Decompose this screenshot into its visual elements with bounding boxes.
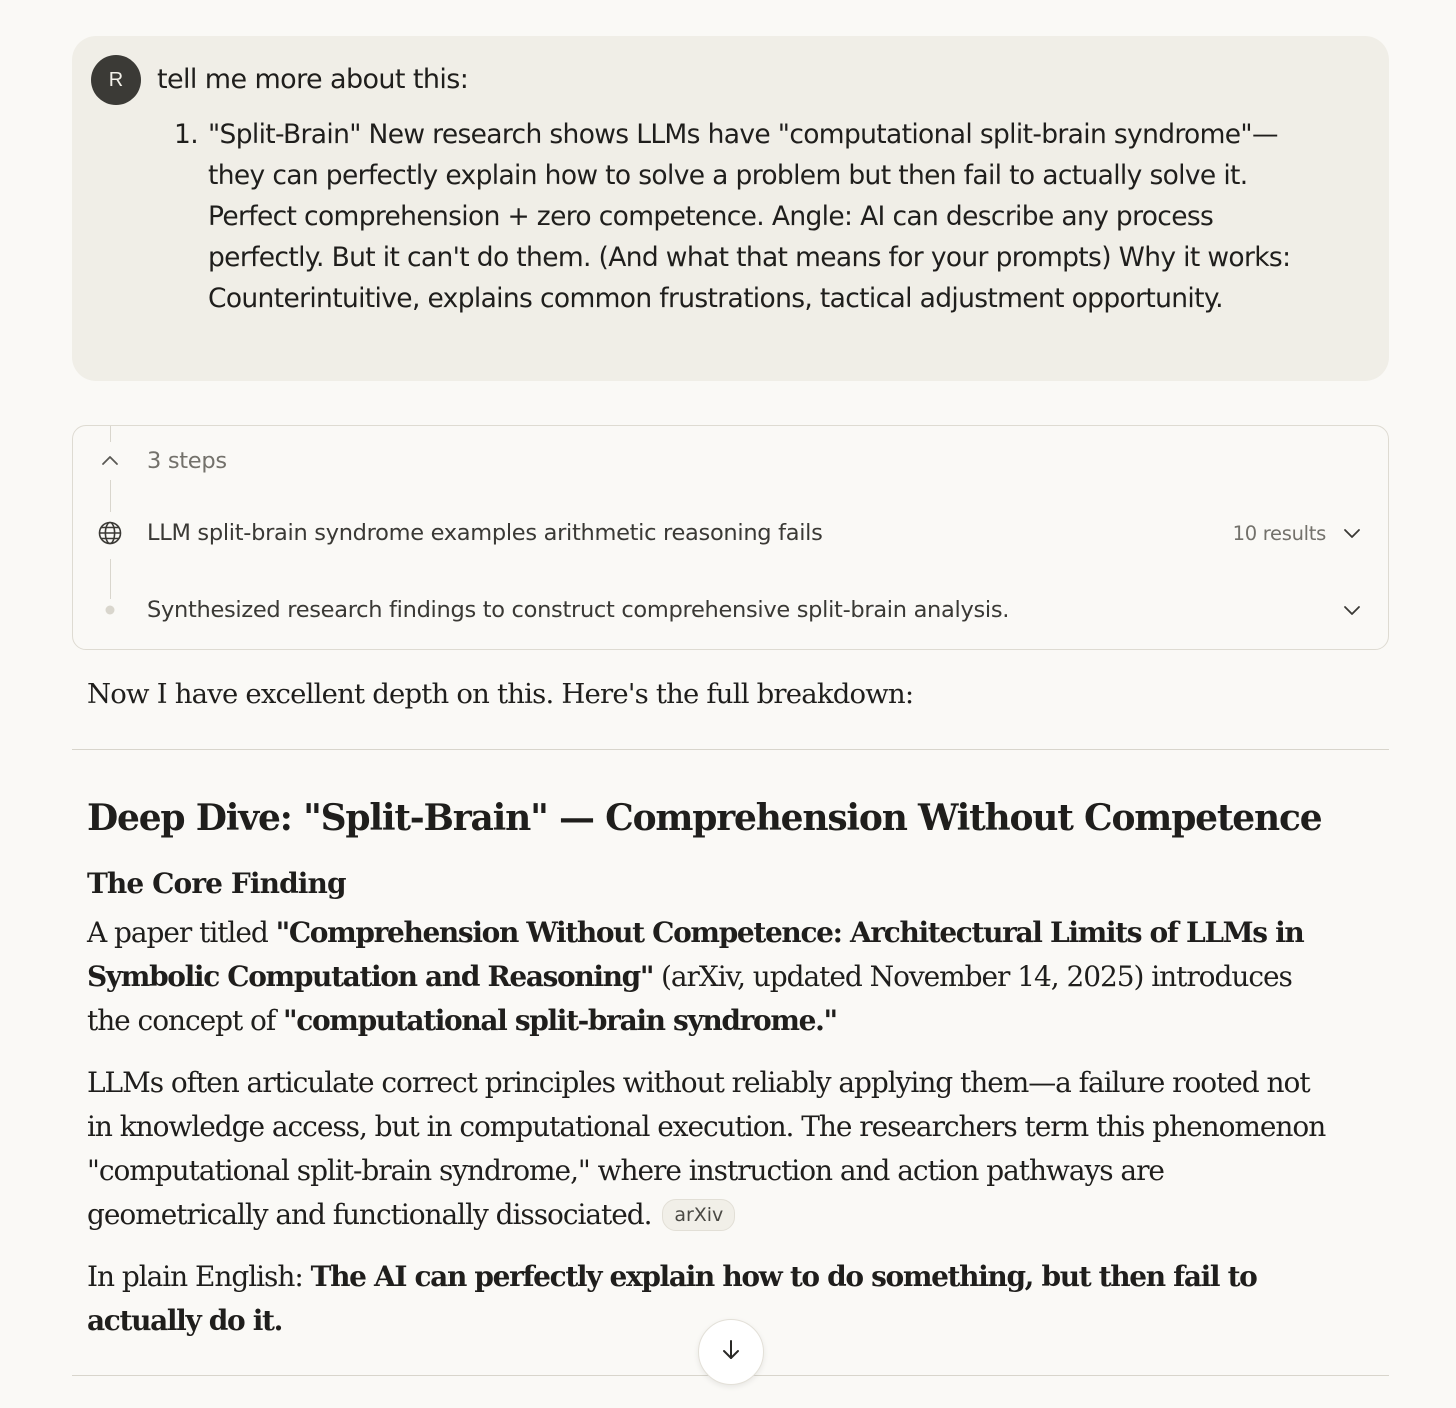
chevron-down-icon[interactable] — [1338, 519, 1366, 547]
list-item-number: 1. — [174, 119, 198, 150]
section-heading: The Core Finding — [87, 867, 346, 900]
timeline-line — [110, 426, 111, 442]
paragraph-text: A paper titled — [87, 916, 276, 949]
paragraph-core-finding — [87, 911, 1327, 1043]
synthesis-text: Synthesized research findings to construct comprehensive split-brain analysis. — [147, 597, 1010, 623]
user-avatar[interactable]: R — [91, 55, 141, 105]
arrow-down-icon — [718, 1337, 744, 1368]
citation-badge[interactable]: arXiv — [662, 1199, 735, 1231]
paragraph-explanation — [87, 1061, 1327, 1237]
paragraph-text: In plain English: — [87, 1260, 311, 1293]
user-message-intro: tell me more about this: — [157, 64, 469, 95]
globe-icon — [95, 518, 125, 548]
timeline-line — [110, 480, 111, 512]
response-intro: Now I have excellent depth on this. Here's the full breakdown: — [87, 678, 914, 710]
response-title: Deep Dive: "Split-Brain" — Comprehension Without Competence — [87, 797, 1322, 839]
search-step-row[interactable] — [73, 516, 1388, 550]
paper-title: "Comprehension Without Competence: Architectural Limits of LLMs in Symbolic Computation and Reasoning" — [87, 916, 1304, 993]
paragraph-text: (arXiv, updated November 14, 2025) introduces the concept of — [87, 960, 1292, 1037]
search-query: LLM split-brain syndrome examples arithmetic reasoning fails — [147, 520, 823, 546]
concept-name: "computational split-brain syndrome." — [283, 1004, 837, 1037]
paragraph-text: LLMs often articulate correct principles without reliably applying them—a failure rooted not in knowledge access, but in computational execution. The researchers term this phenomenon "computational split-brain syndrome," where instruction and action pathways are geometrically and functionally dissociated. — [87, 1066, 1326, 1231]
user-message-list-item — [174, 114, 1318, 319]
search-results-count: 10 results — [1232, 521, 1326, 545]
steps-count-label: 3 steps — [147, 448, 227, 474]
synthesis-step-row[interactable] — [73, 593, 1388, 627]
steps-panel — [72, 425, 1389, 650]
list-item-text: "Split-Brain" New research shows LLMs have "computational split-brain syndrome"—they can perfectly explain how to solve a problem but then fail to actually solve it. Perfect comprehension + zero competence. Angle: AI can describe any process perfectly. But it can't do them. (And what that means for your prompts) Why it works: Counterintuitive, explains common frustrations, tactical adjustment opportunity. — [208, 119, 1291, 314]
emphasis-text: The AI can perfectly explain how to do something, but then fail to actually do it. — [87, 1260, 1257, 1337]
chevron-up-icon — [95, 446, 125, 476]
steps-toggle[interactable] — [73, 444, 1388, 478]
dot-icon — [95, 595, 125, 625]
chevron-down-icon[interactable] — [1338, 596, 1366, 624]
scroll-to-bottom-button[interactable] — [698, 1319, 764, 1385]
user-message-bubble — [72, 36, 1389, 381]
divider — [72, 749, 1389, 750]
